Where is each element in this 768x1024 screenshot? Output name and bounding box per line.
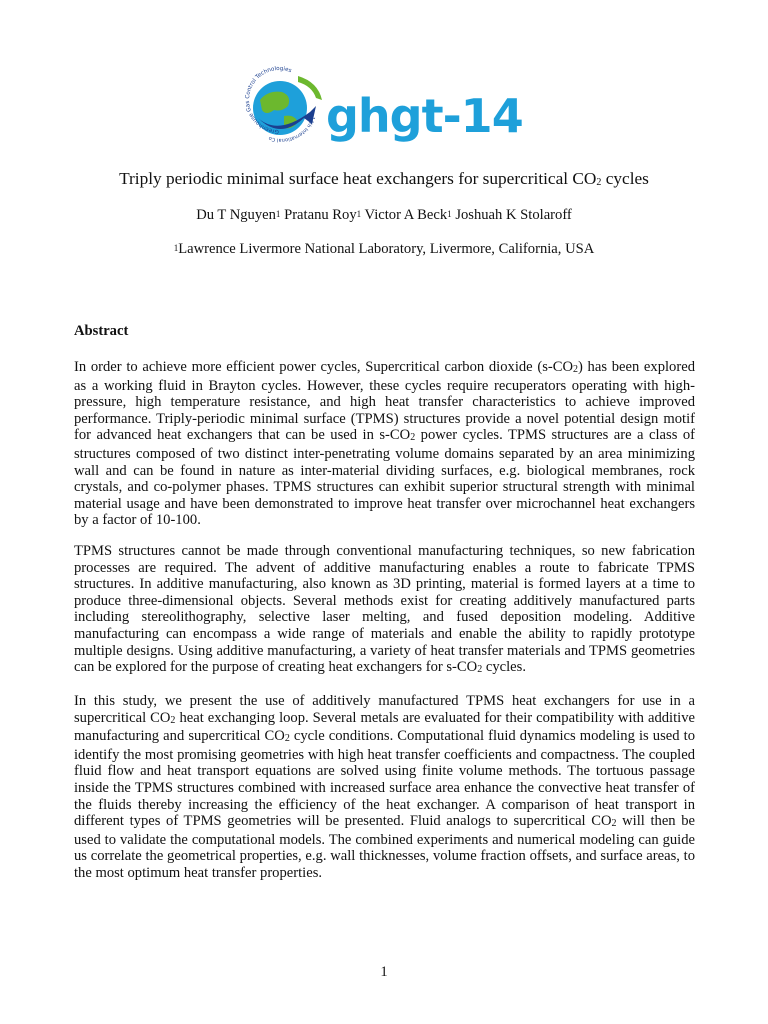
author-name: Du T Nguyen	[196, 207, 276, 223]
abstract-paragraph-3: In this study, we present the use of additively manufactured TPMS heat exchangers for use in a supercritical $CO_2$ heat exchanging loop. Several metals are evaluated for their compatibility with additive manufacturing and supercritical $CO_2$ cycle conditions. Computational fluid dynamics modeling is used to identify the most promising geometries with high heat transfer coefficients and compactness. The coupled fluid flow and heat transport equations are solved using finite volume methods. The tortuous passage inside the TPMS structures combined with increased surface area enhance the convective heat transfer of the fluids thereby increasing the efficiency of the heat exchanger. A comparison of heat transport in different types of TPMS geometries will be presented. Fluid analogs to supercritical $CO_2$ will then be used to validate the computational models. The combined experiments and numerical modeling can guide us correlate the geometrical properties, e.g. wall thicknesses, volume fraction offsets, and surface areas, to the most optimum heat transfer properties.	[74, 693, 695, 881]
author-name: Pratanu Roy	[284, 207, 357, 223]
logo-ring-text-2: 14th International Co	[267, 115, 316, 143]
author-name: Joshuah K Stolaroff	[455, 207, 572, 223]
logo-wordmark: ghgt-14	[326, 89, 523, 143]
author-name: Victor A Beck	[364, 207, 448, 223]
author-list: Du T Nguyen$^1$ Pratanu Roy$^1$ Victor A Beck$^1$ Joshuah K Stolaroff	[196, 207, 572, 223]
abstract-paragraph-2: TPMS structures cannot be made through conventional manufacturing techniques, so new fabrication processes are required. The advent of additive manufacturing enables a route to fabricate TPMS structures. In additive manufacturing, also known as 3D printing, material is formed layers at a time to produce three-dimensional objects. Several methods exist for creating additively manufactured parts including stereolithography, selective laser melting, and fused deposition modeling. Additive manufacturing can encompass a wide range of materials and enable the ability to rapidly prototype multiple designs. Using additive manufacturing, a variety of heat transfer materials and TPMS geometries can be explored for the purpose of creating heat exchangers for $s-CO_2$ cycles.	[74, 543, 695, 676]
ghgt-14-logo	[238, 66, 530, 148]
abstract-heading: Abstract	[74, 323, 129, 339]
paper-title: Triply periodic minimal surface heat exchangers for supercritical $CO_2$ cycles	[119, 169, 649, 188]
abstract-paragraph-1: In order to achieve more efficient power cycles, Supercritical carbon dioxide $(s-CO_2)$ has been explored as a working fluid in Brayton cycles. However, these cycles require recuperators operating with high-pressure, high temperature resistance, and high heat transfer characteristics to achieve improved performance. Triply-periodic minimal surface (TPMS) structures provide a novel potential design motif for advanced heat exchangers that can be used in $s-CO_2$ power cycles. TPMS structures are a class of structures composed of two distinct inter-penetrating volume domains separated by an area minimizing wall and can be found in nature as inter-material dividing surfaces, e.g. biological membranes, rock crystals, and co-polymer phases. TPMS structures can exhibit superior structural strength with minimal material usage and have been demonstrated to improve heat transfer over microchannel heat exchangers by a factor of 10-100.	[74, 359, 696, 529]
logo-ring-text: Greenhouse Gas Control Technologies	[244, 66, 293, 135]
affiliation: $^1$Lawrence Livermore National Laboratory, Livermore, California, USA	[173, 241, 595, 257]
page-number: 1	[380, 964, 388, 980]
